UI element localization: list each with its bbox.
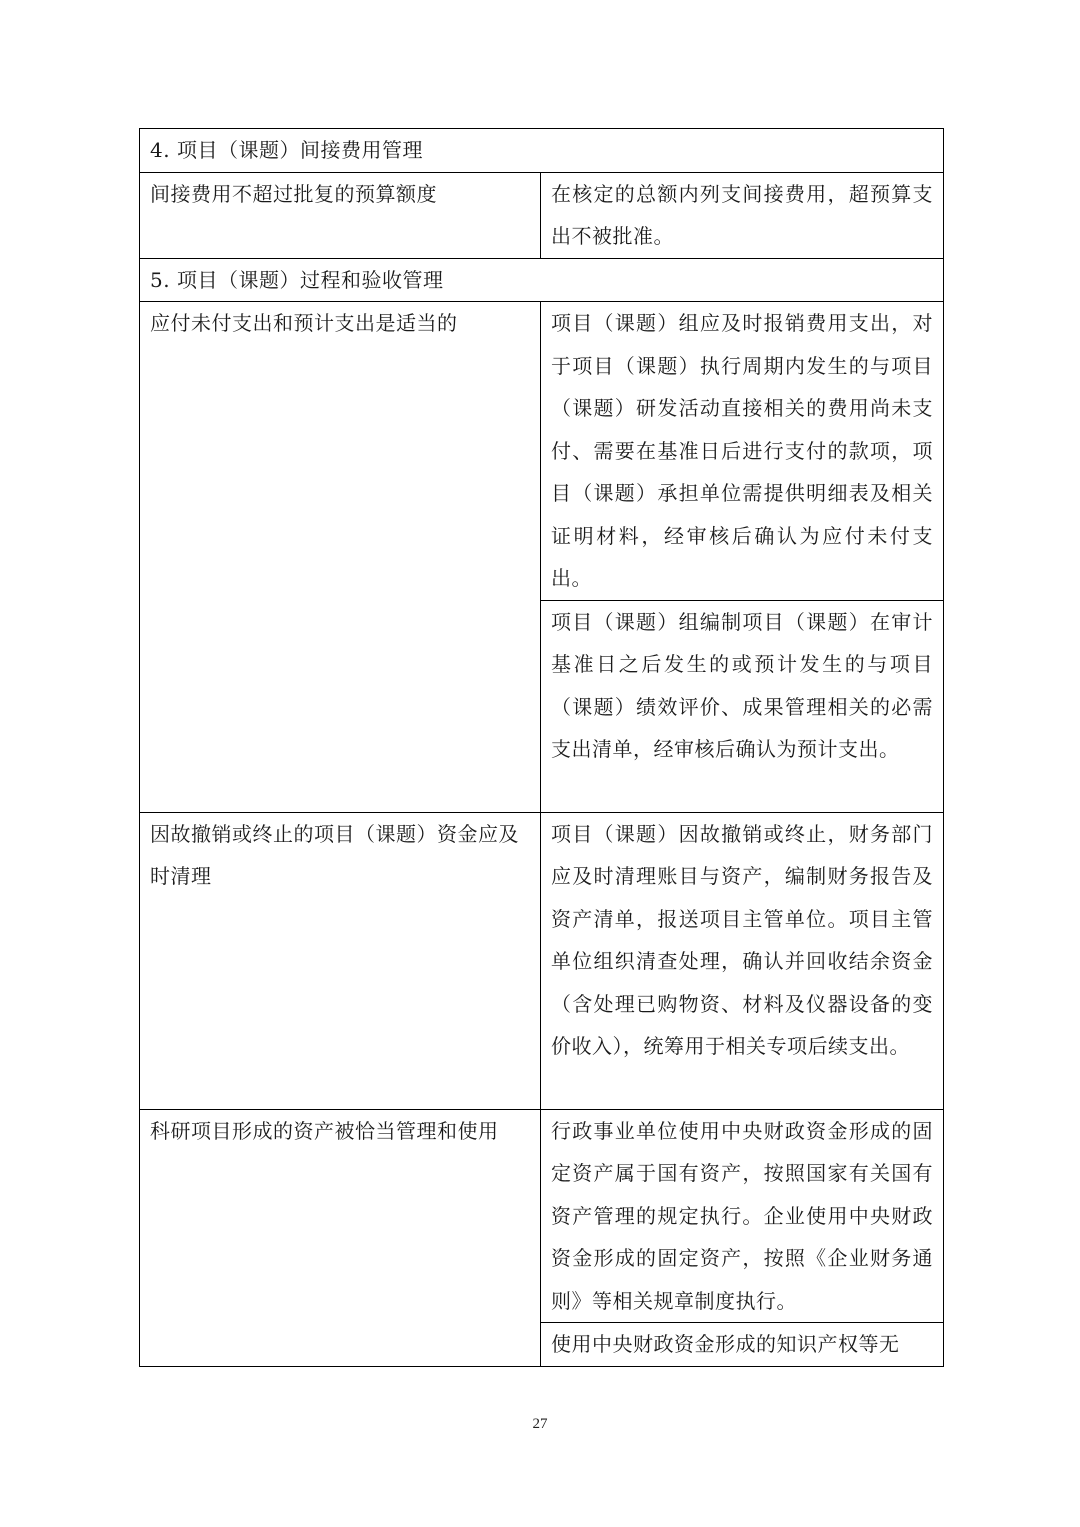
section-row [140, 129, 944, 173]
table-row [140, 812, 944, 1109]
procedure-cell: 项目（课题）因故撤销或终止，财务部门应及时清理账目与资产，编制财务报告及资产清单，报送项目主管单位。项目主管单位组织清查处理，确认并回收结余资金（含处理已购物资、材料及仪器设备的变价收入），统筹用于相关专项后续支出。 [541, 812, 944, 1109]
requirement-cell: 因故撤销或终止的项目（课题）资金应及时清理 [140, 812, 541, 1109]
procedure-cell: 项目（课题）组编制项目（课题）在审计基准日之后发生的或预计发生的与项目（课题）绩效评价、成果管理相关的必需支出清单，经审核后确认为预计支出。 [541, 600, 944, 812]
page-number: 27 [532, 1416, 548, 1432]
table-row [140, 172, 944, 258]
section-title-4: 4. 项目（课题）间接费用管理 [140, 129, 944, 173]
requirement-cell: 应付未付支出和预计支出是适当的 [140, 302, 541, 813]
procedure-cell: 行政事业单位使用中央财政资金形成的固定资产属于国有资产，按照国家有关国有资产管理的规定执行。企业使用中央财政资金形成的固定资产，按照《企业财务通则》等相关规章制度执行。 [541, 1109, 944, 1323]
procedure-cell: 使用中央财政资金形成的知识产权等无 [541, 1323, 944, 1367]
procedure-cell: 在核定的总额内列支间接费用，超预算支出不被批准。 [541, 172, 944, 258]
requirement-cell: 间接费用不超过批复的预算额度 [140, 172, 541, 258]
section-row [140, 258, 944, 302]
audit-criteria-table [139, 128, 944, 1367]
requirement-cell: 科研项目形成的资产被恰当管理和使用 [140, 1109, 541, 1367]
section-title-5: 5. 项目（课题）过程和验收管理 [140, 258, 944, 302]
table-row [140, 1109, 944, 1323]
procedure-cell: 项目（课题）组应及时报销费用支出，对于项目（课题）执行周期内发生的与项目（课题）研发活动直接相关的费用尚未支付、需要在基准日后进行支付的款项，项目（课题）承担单位需提供明细表及相关证明材料，经审核后确认为应付未付支出。 [541, 302, 944, 601]
table-row [140, 302, 944, 601]
